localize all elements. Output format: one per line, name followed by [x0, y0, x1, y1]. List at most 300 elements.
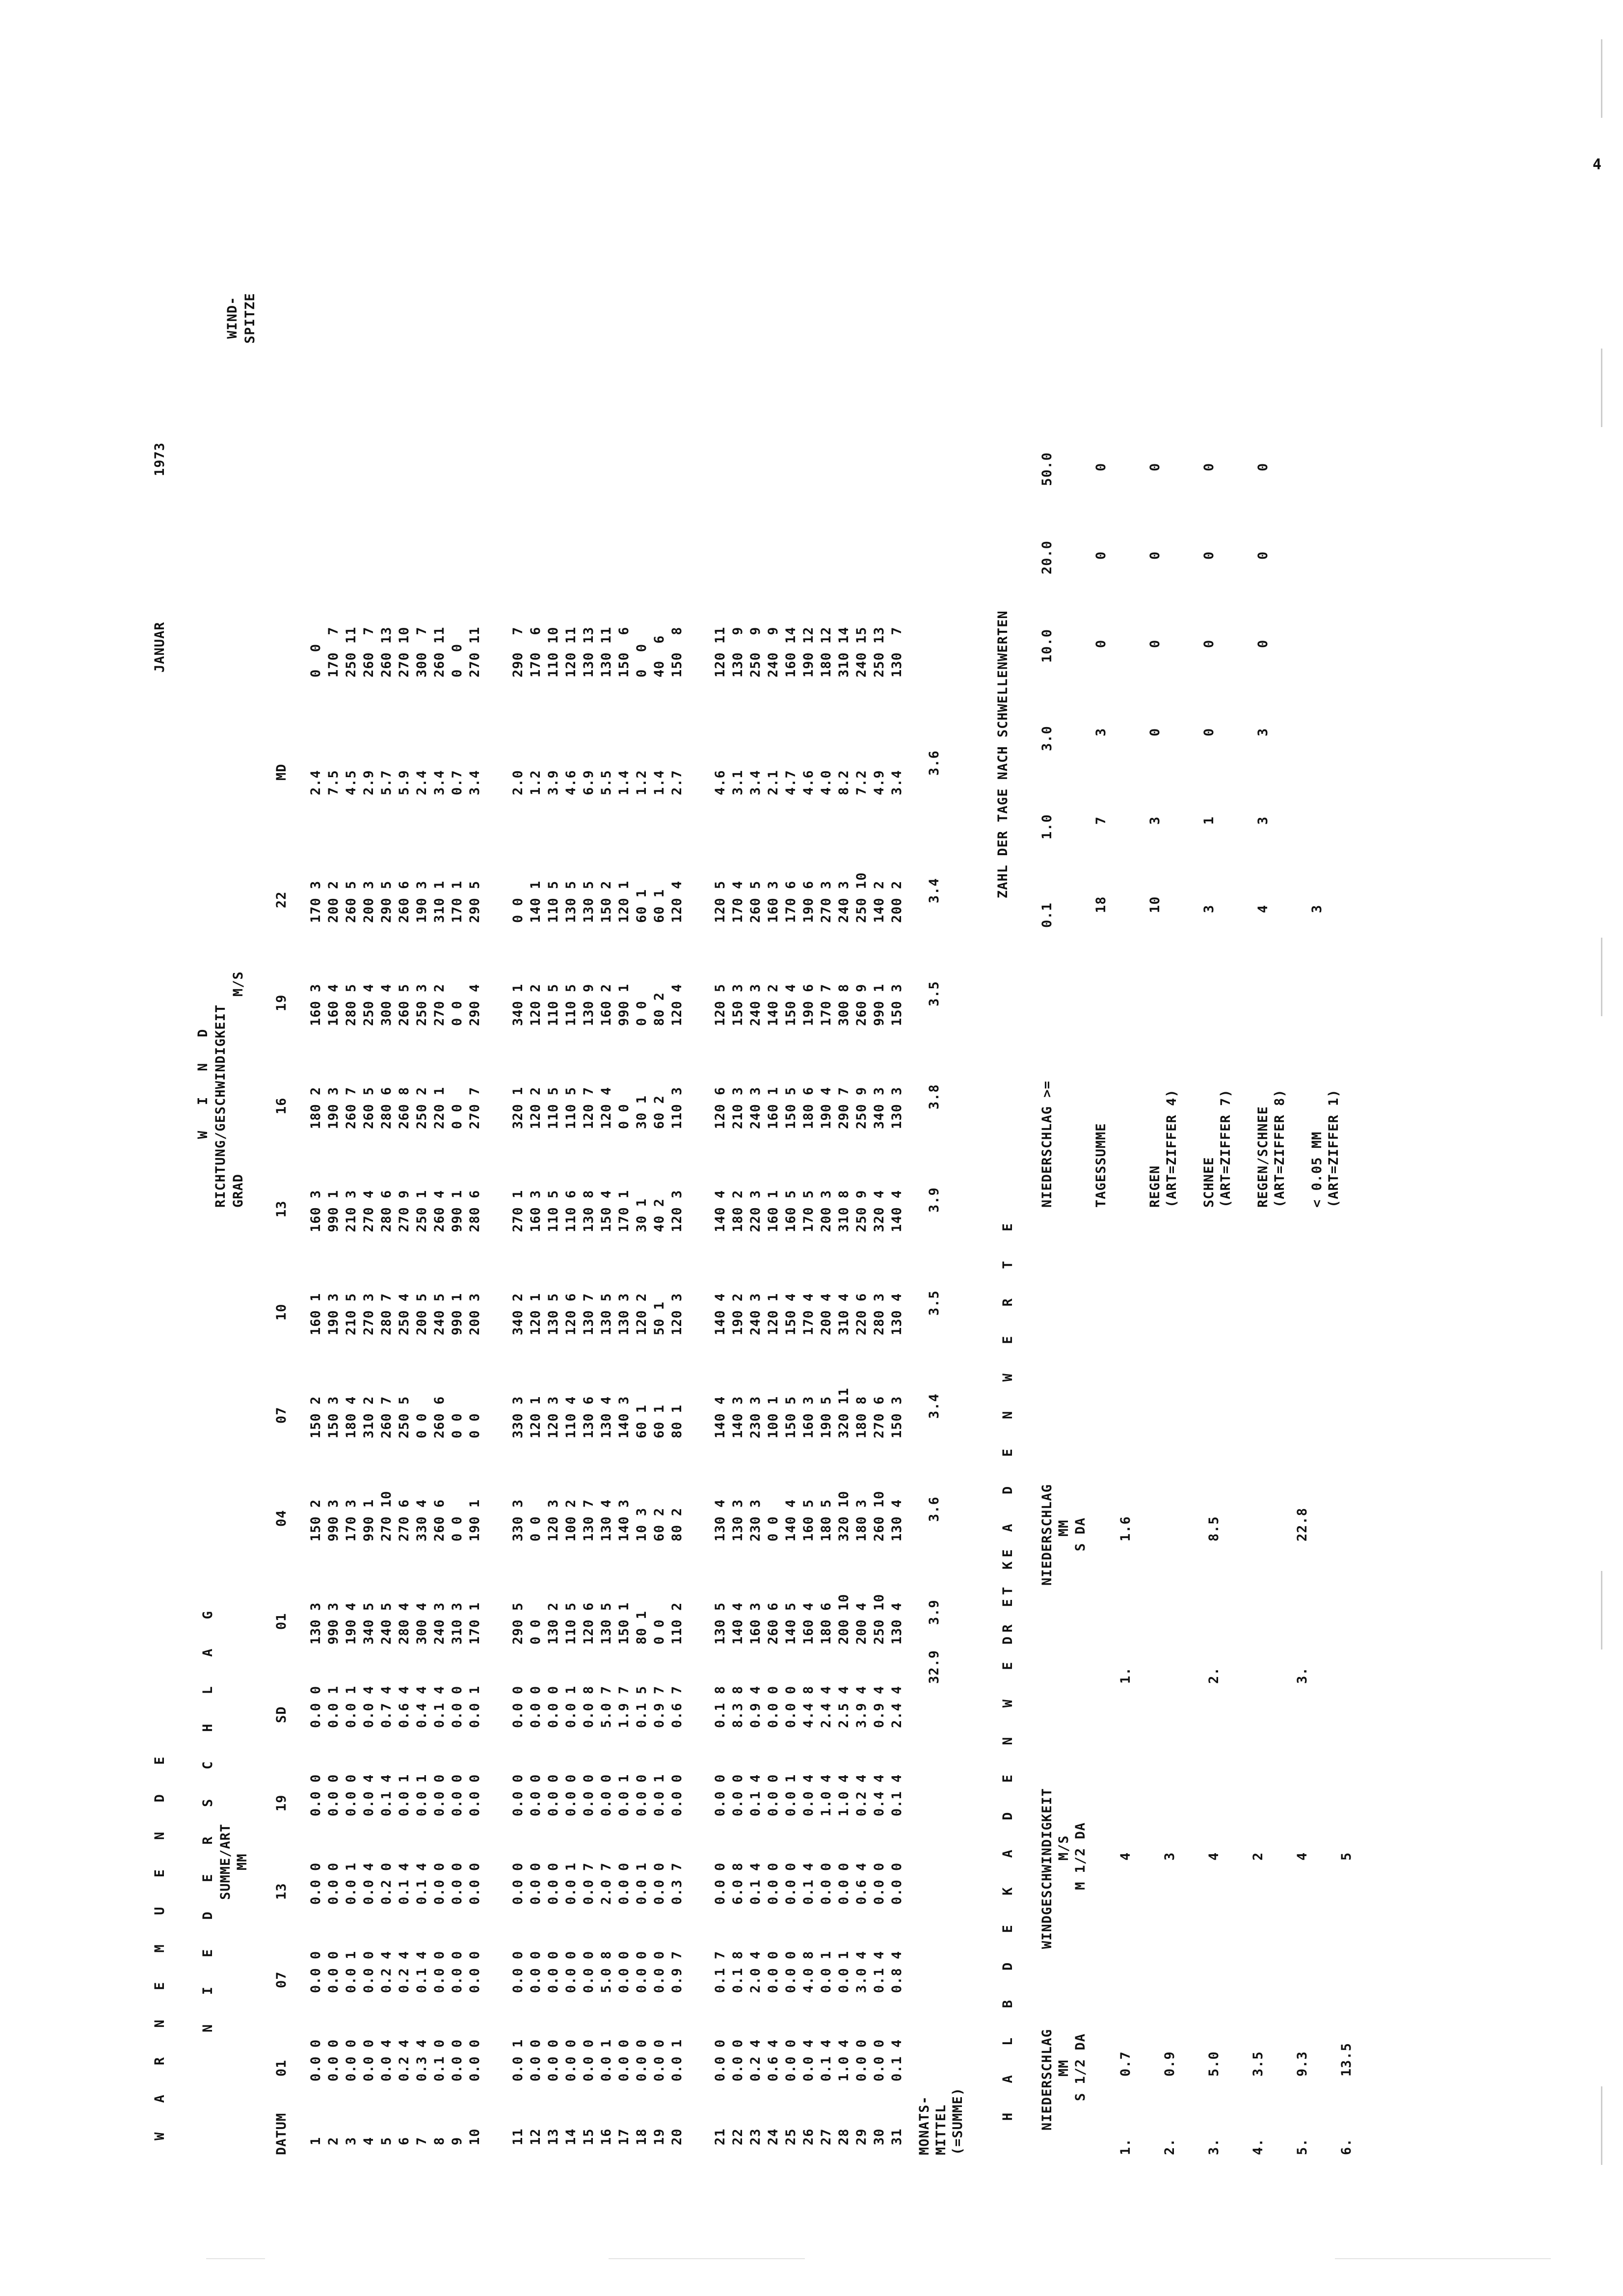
- wind-cell: 260 6: [432, 1499, 447, 1541]
- wind-cell: 330 3: [510, 1499, 526, 1541]
- wind-cell: 990 3: [326, 1499, 341, 1541]
- niederschlag-cell: 3.0 4: [854, 1950, 869, 1993]
- niederschlag-cell: 0.0 1: [326, 1685, 341, 1728]
- wind-cell: 190 4: [344, 1602, 359, 1645]
- schwellen-count: 0: [1201, 462, 1217, 471]
- schwellen-count: 0: [1147, 462, 1163, 471]
- wind-cell: 120 3: [546, 1499, 561, 1541]
- wind-cell: 7.2: [854, 770, 869, 795]
- niederschlag-cell: 0.0 0: [783, 2039, 798, 2081]
- halbdekade-wind: 3: [1162, 1852, 1177, 1861]
- halbdekaden-h3: S 1/2 DA: [1073, 2033, 1088, 2101]
- niederschlag-cell: 0.1 8: [713, 1685, 728, 1728]
- wind-cell: 120 1: [616, 880, 632, 923]
- niederschlag-cell: 0.2 4: [379, 1950, 394, 1993]
- niederschlag-cell: 0.1 4: [819, 2039, 834, 2081]
- schwellen-row-label: SCHNEE: [1201, 1157, 1217, 1208]
- wind-cell: 180 6: [819, 1602, 834, 1645]
- monatsmittel-wind-cell: 3.6: [927, 750, 942, 776]
- wind-cell: 250 2: [414, 1086, 429, 1129]
- dekaden-h1: NIEDERSCHLAG: [1039, 1484, 1055, 1586]
- wind-cell: 320 10: [836, 1490, 851, 1541]
- datum-cell: 2: [326, 2136, 341, 2145]
- schwellen-count: 4: [1255, 904, 1271, 913]
- datum-cell: 8: [432, 2136, 447, 2145]
- schwellen-count: 3: [1255, 728, 1271, 736]
- niederschlag-cell: 0.6 4: [766, 2039, 781, 2081]
- niederschlag-cell: 0.0 1: [344, 1950, 359, 1993]
- niederschlag-cell: 0.0 1: [836, 1950, 851, 1993]
- wind-cell: 160 5: [801, 1499, 816, 1541]
- wind-cell: 130 3: [308, 1602, 323, 1645]
- datum-cell: 23: [748, 2128, 763, 2145]
- niederschlag-cell: 0.0 0: [510, 1685, 526, 1728]
- wind-cell: 990 1: [361, 1499, 376, 1541]
- datum-cell: 19: [652, 2128, 667, 2145]
- wind-cell: 310 1: [432, 880, 447, 923]
- niederschlag-cell: 0.6 7: [669, 1685, 685, 1728]
- wind-cell: 120 4: [669, 880, 685, 923]
- niederschlag-cell: 0.0 1: [616, 1774, 632, 1816]
- schwellen-count: 0: [1201, 639, 1217, 648]
- wind-cell: 260 4: [432, 1189, 447, 1232]
- datum-cell: 3: [344, 2136, 359, 2145]
- niederschlag-cell: 0.0 0: [783, 1950, 798, 1993]
- datum-cell: 16: [599, 2128, 614, 2145]
- wind-cell: 320 1: [510, 1086, 526, 1129]
- wind-cell: 200 4: [854, 1602, 869, 1645]
- windspitze-cell: 240 15: [854, 626, 869, 677]
- niederschlag-cell: 0.2 4: [748, 2039, 763, 2081]
- niederschlag-col-header: 19: [274, 1794, 289, 1811]
- wind-cell: 5.7: [379, 770, 394, 795]
- wind-cell: 30 1: [634, 1095, 649, 1129]
- niederschlag-cell: 0.0 0: [450, 1685, 465, 1728]
- niederschlag-title: N I E D E R S C H L A G: [200, 1600, 215, 2032]
- niederschlag-col-header: SD: [274, 1706, 289, 1723]
- schwellen-count: 0: [1201, 551, 1217, 560]
- wind-cell: 160 3: [308, 1189, 323, 1232]
- niederschlag-cell: 0.0 0: [581, 1774, 596, 1816]
- wind-cell: 250 4: [361, 983, 376, 1026]
- wind-cell: 300 4: [414, 1602, 429, 1645]
- wind-cell: 220 1: [432, 1086, 447, 1129]
- datum-cell: 18: [634, 2128, 649, 2145]
- wind-col-header: 22: [274, 891, 289, 908]
- wind-cell: 130 5: [713, 1602, 728, 1645]
- wind-cell: 120 6: [581, 1602, 596, 1645]
- niederschlag-cell: 0.0 0: [854, 2039, 869, 2081]
- wind-cell: 150 5: [783, 1086, 798, 1129]
- wind-cell: 140 1: [528, 880, 543, 923]
- month: JANUAR: [152, 621, 167, 673]
- niederschlag-cell: 0.0 0: [528, 2039, 543, 2081]
- wind-cell: 260 5: [397, 983, 412, 1026]
- niederschlag-col-header: 07: [274, 1971, 289, 1988]
- monatsmittel-label-1: MONATS-: [917, 2096, 932, 2155]
- niederschlag-cell: 0.1 5: [634, 1685, 649, 1728]
- wind-cell: 270 10: [379, 1490, 394, 1541]
- wind-cell: 270 6: [872, 1396, 887, 1438]
- scan-bottom-mark: [609, 2258, 805, 2259]
- wind-cell: 10 3: [634, 1507, 649, 1541]
- niederschlag-cell: 0.0 0: [836, 1862, 851, 1905]
- niederschlag-cell: 0.9 4: [748, 1685, 763, 1728]
- niederschlag-cell: 0.0 0: [634, 2039, 649, 2081]
- wind-cell: 140 3: [730, 1396, 745, 1438]
- wind-cell: 180 2: [730, 1189, 745, 1232]
- windspitze-cell: 270 10: [397, 626, 412, 677]
- wind-cell: 190 6: [801, 880, 816, 923]
- wind-cell: 110 5: [563, 983, 579, 1026]
- wind-cell: 280 5: [344, 983, 359, 1026]
- wind-cell: 0 0: [414, 1413, 429, 1438]
- wind-cell: 260 6: [432, 1396, 447, 1438]
- wind-cell: 5.9: [397, 770, 412, 795]
- wind-cell: 240 3: [748, 983, 763, 1026]
- wind-cell: 190 4: [819, 1086, 834, 1129]
- niederschlag-cell: 0.1 4: [748, 1774, 763, 1816]
- datum-cell: 10: [467, 2128, 482, 2145]
- datum-cell: 26: [801, 2128, 816, 2145]
- monatsmittel-wind-cell: 3.4: [927, 1393, 942, 1419]
- halbdekade-niederschlag: 9.3: [1295, 2051, 1310, 2077]
- wind-cell: 280 7: [379, 1293, 394, 1335]
- windspitze-cell: 110 10: [546, 626, 561, 677]
- scan-edge-mark: [1601, 39, 1602, 118]
- dekaden-h3: S DA: [1073, 1517, 1088, 1551]
- wind-cell: 110 5: [546, 1189, 561, 1232]
- wind-col-header: 04: [274, 1510, 289, 1527]
- niederschlag-cell: 1.9 7: [616, 1685, 632, 1728]
- wind-cell: 130 7: [581, 1293, 596, 1335]
- datum-cell: 25: [783, 2128, 798, 2145]
- wind-cell: 260 7: [344, 1086, 359, 1129]
- wind-cell: 5.5: [599, 770, 614, 795]
- windspitze-cell: 0 0: [308, 643, 323, 677]
- wind-cell: 50 1: [652, 1301, 667, 1335]
- wind-cell: 130 4: [599, 1396, 614, 1438]
- wind-cell: 1.2: [528, 770, 543, 795]
- windspitze-cell: 0 0: [450, 643, 465, 677]
- niederschlag-cell: 0.1 4: [379, 1774, 394, 1816]
- wind-cell: 130 5: [581, 880, 596, 923]
- wind-cell: 160 4: [326, 983, 341, 1026]
- datum-cell: 24: [766, 2128, 781, 2145]
- wind-cell: 160 3: [748, 1602, 763, 1645]
- wind-cell: 80 1: [669, 1404, 685, 1438]
- wind-sub-ms: M/S: [231, 971, 246, 997]
- niederschlag-cell: 0.0 4: [379, 2039, 394, 2081]
- wind-cell: 310 4: [836, 1293, 851, 1335]
- wind-cell: 60 1: [634, 1404, 649, 1438]
- schwellen-row-sublabel: (ART=ZIFFER 1): [1326, 1089, 1341, 1208]
- wind-cell: 260 10: [872, 1490, 887, 1541]
- halbdekade-niederschlag: 3.5: [1251, 2051, 1266, 2077]
- wind-cell: 320 4: [872, 1189, 887, 1232]
- niederschlag-cell: 0.3 4: [414, 2039, 429, 2081]
- schwellen-row-label: TAGESSUMME: [1093, 1123, 1109, 1208]
- wind-cell: 320 11: [836, 1387, 851, 1438]
- windspitze-cell: 260 7: [361, 626, 376, 677]
- niederschlag-cell: 0.0 0: [652, 2039, 667, 2081]
- datum-cell: 6: [397, 2136, 412, 2145]
- wind-cell: 330 4: [414, 1499, 429, 1541]
- niederschlag-cell: 0.9 7: [652, 1685, 667, 1728]
- wind-cell: 1.4: [652, 770, 667, 795]
- wind-cell: 160 3: [801, 1396, 816, 1438]
- niederschlag-cell: 0.1 4: [432, 1685, 447, 1728]
- wind-cell: 6.9: [581, 770, 596, 795]
- halbdekaden-title: H A L B D E K A D E N W E R T E: [1000, 1539, 1015, 2121]
- dekade-niederschlag: 22.8: [1295, 1507, 1310, 1541]
- wind-cell: 990 1: [326, 1189, 341, 1232]
- niederschlag-cell: 0.0 0: [308, 1862, 323, 1905]
- niederschlag-cell: 0.0 0: [766, 1862, 781, 1905]
- datum-cell: 1: [308, 2136, 323, 2145]
- wind-cell: 130 7: [581, 1499, 596, 1541]
- wind-cell: 170 6: [783, 880, 798, 923]
- halbdekade-number: 3.: [1206, 2138, 1222, 2155]
- halbdekade-number: 4.: [1251, 2138, 1266, 2155]
- wind-title: W I N D: [195, 1028, 211, 1139]
- wind-cell: 110 5: [563, 1602, 579, 1645]
- wind-cell: 130 3: [616, 1293, 632, 1335]
- niederschlag-cell: 0.0 7: [581, 1862, 596, 1905]
- wind-cell: 160 4: [801, 1602, 816, 1645]
- wind-cell: 200 5: [414, 1293, 429, 1335]
- schwellen-count: 0: [1255, 462, 1271, 471]
- niederschlag-cell: 0.0 8: [581, 1685, 596, 1728]
- wind-cell: 200 3: [361, 880, 376, 923]
- wind-cell: 120 1: [766, 1293, 781, 1335]
- niederschlag-cell: 0.0 0: [599, 1774, 614, 1816]
- niederschlag-cell: 0.0 0: [546, 1774, 561, 1816]
- niederschlag-cell: 2.4 4: [819, 1685, 834, 1728]
- windspitze-cell: 190 12: [801, 626, 816, 677]
- wind-cell: 4.0: [819, 770, 834, 795]
- wind-cell: 200 10: [836, 1594, 851, 1645]
- wind-cell: 130 5: [546, 1293, 561, 1335]
- niederschlag-cell: 0.0 0: [361, 1950, 376, 1993]
- wind-cell: 30 1: [634, 1198, 649, 1232]
- niederschlag-cell: 0.0 1: [344, 1862, 359, 1905]
- niederschlag-cell: 0.0 0: [766, 1685, 781, 1728]
- niederschlag-cell: 0.0 0: [546, 1685, 561, 1728]
- wind-cell: 140 4: [889, 1189, 905, 1232]
- wind-cell: 280 3: [872, 1293, 887, 1335]
- wind-cell: 80 1: [634, 1610, 649, 1645]
- monatsmittel-wind-cell: 3.6: [927, 1496, 942, 1522]
- windspitze-cell: 240 9: [766, 626, 781, 677]
- wind-cell: 260 5: [361, 1086, 376, 1129]
- wind-cell: 220 6: [854, 1293, 869, 1335]
- wind-cell: 3.1: [730, 770, 745, 795]
- wind-cell: 270 3: [361, 1293, 376, 1335]
- wind-cell: 200 3: [819, 1189, 834, 1232]
- niederschlag-cell: 0.0 0: [652, 1862, 667, 1905]
- wind-cell: 140 4: [713, 1293, 728, 1335]
- niederschlag-cell: 0.0 0: [872, 1862, 887, 1905]
- niederschlag-cell: 0.2 4: [854, 1774, 869, 1816]
- schwellen-row-sublabel: (ART=ZIFFER 8): [1272, 1089, 1287, 1208]
- niederschlag-cell: 0.0 1: [669, 2039, 685, 2081]
- niederschlag-cell: 4.0 8: [801, 1950, 816, 1993]
- niederschlag-cell: 0.0 0: [450, 1862, 465, 1905]
- datum-cell: 14: [563, 2128, 579, 2145]
- wind-cell: 0.7: [450, 770, 465, 795]
- windspitze-cell: 0 0: [634, 643, 649, 677]
- wind-cell: 250 9: [854, 1189, 869, 1232]
- scan-edge-mark: [1601, 2086, 1602, 2165]
- halbdekade-number: 1.: [1118, 2138, 1133, 2155]
- wind-col-header: 01: [274, 1613, 289, 1630]
- wind-cell: 0 0: [450, 1000, 465, 1026]
- niederschlag-cell: 0.0 0: [528, 1950, 543, 1993]
- windspitze-cell: 260 13: [379, 626, 394, 677]
- schwellen-title: ZAHL DER TAGE NACH SCHWELLENWERTEN: [995, 610, 1011, 898]
- niederschlag-cell: 0.0 0: [713, 2039, 728, 2081]
- wind-cell: 150 2: [308, 1396, 323, 1438]
- schwellen-row-label: REGEN/SCHNEE: [1255, 1106, 1271, 1208]
- wind-cell: 0 0: [766, 1516, 781, 1541]
- wind-cell: 80 2: [652, 992, 667, 1026]
- wind-cell: 150 5: [783, 1396, 798, 1438]
- wind-cell: 160 1: [766, 1086, 781, 1129]
- wind-cell: 2.7: [669, 770, 685, 795]
- niederschlag-cell: 3.9 4: [854, 1685, 869, 1728]
- wind-cell: 130 4: [889, 1602, 905, 1645]
- wind-cell: 100 2: [563, 1499, 579, 1541]
- halbdekade-wind: 4: [1295, 1852, 1310, 1861]
- niederschlag-cell: 0.0 0: [361, 2039, 376, 2081]
- niederschlag-cell: 0.6 4: [854, 1862, 869, 1905]
- niederschlag-cell: 0.7 4: [379, 1685, 394, 1728]
- scan-edge-mark: [1601, 1571, 1602, 1649]
- wind-cell: 2.4: [414, 770, 429, 795]
- wind-cell: 270 7: [467, 1086, 482, 1129]
- schwellen-count: 0: [1147, 728, 1163, 736]
- scan-bottom-mark: [206, 2258, 265, 2259]
- wind-cell: 170 5: [801, 1189, 816, 1232]
- threshold-header: 3.0: [1039, 726, 1055, 751]
- wind-cell: 2.0: [510, 770, 526, 795]
- halbdekade-number: 5.: [1295, 2138, 1310, 2155]
- niederschlag-cell: 0.0 1: [510, 2039, 526, 2081]
- dekade-number: 1.: [1118, 1667, 1133, 1684]
- datum-cell: 13: [546, 2128, 561, 2145]
- wind-cell: 130 3: [889, 1086, 905, 1129]
- schwellen-row-sublabel: (ART=ZIFFER 4): [1164, 1089, 1179, 1208]
- wind-cell: 260 7: [379, 1396, 394, 1438]
- wind-cell: 150 1: [616, 1602, 632, 1645]
- wind-cell: 4.6: [713, 770, 728, 795]
- halbdekaden-h2: MM: [1056, 2059, 1071, 2077]
- wind-cell: 150 4: [783, 1293, 798, 1335]
- halbdekade-wind: 5: [1339, 1852, 1354, 1861]
- wind-cell: 230 3: [748, 1499, 763, 1541]
- wind-cell: 140 4: [713, 1396, 728, 1438]
- niederschlag-cell: 0.0 0: [510, 1774, 526, 1816]
- windspitze-cell: 170 7: [326, 626, 341, 677]
- wind-cell: 140 5: [783, 1602, 798, 1645]
- schwellen-count: 7: [1093, 816, 1109, 825]
- wind-cell: 130 5: [563, 880, 579, 923]
- niederschlag-cell: 0.0 0: [546, 1950, 561, 1993]
- dekade-niederschlag: 1.6: [1118, 1516, 1133, 1541]
- wind-cell: 270 6: [397, 1499, 412, 1541]
- niederschlag-cell: 0.0 0: [634, 1774, 649, 1816]
- schwellen-count: 0: [1093, 551, 1109, 560]
- windspitze-cell: 130 13: [581, 626, 596, 677]
- windspitze-cell: 250 9: [748, 626, 763, 677]
- wind-cell: 250 9: [854, 1086, 869, 1129]
- niederschlag-cell: 4.4 8: [801, 1685, 816, 1728]
- niederschlag-cell: 0.1 4: [414, 1950, 429, 1993]
- niederschlag-cell: 1.0 4: [836, 1774, 851, 1816]
- monatsmittel-wind-cell: 3.9: [927, 1187, 942, 1213]
- wind-cell: 4.6: [563, 770, 579, 795]
- wind-cell: 160 1: [308, 1293, 323, 1335]
- wind-cell: 210 3: [730, 1086, 745, 1129]
- station-name: W A R N E M U E N D E: [152, 1746, 167, 2140]
- datum-cell: 17: [616, 2128, 632, 2145]
- wind-cell: 150 3: [326, 1396, 341, 1438]
- wind-cell: 180 5: [819, 1499, 834, 1541]
- halbdekade-niederschlag: 13.5: [1339, 2042, 1354, 2077]
- wind-col-header: 10: [274, 1303, 289, 1321]
- scan-bottom-mark: [1335, 2258, 1551, 2259]
- halbdekade-number: 2.: [1162, 2138, 1177, 2155]
- wind-cell: 60 1: [634, 889, 649, 923]
- schwellen-count: 3: [1309, 904, 1325, 913]
- wind-cell: 150 2: [308, 1499, 323, 1541]
- windspitze-cell: 150 6: [616, 626, 632, 677]
- datum-cell: 28: [836, 2128, 851, 2145]
- wind-cell: 200 2: [889, 880, 905, 923]
- monatsmittel-wind-cell: 3.5: [927, 1290, 942, 1316]
- threshold-header: 0.1: [1039, 902, 1055, 928]
- wind-cell: 240 3: [748, 1086, 763, 1129]
- niederschlag-cell: 0.0 0: [528, 1862, 543, 1905]
- wind-cell: 3.9: [546, 770, 561, 795]
- dekade-number: 3.: [1295, 1667, 1310, 1684]
- threshold-header: 10.0: [1039, 628, 1055, 663]
- niederschlag-cell: 0.1 4: [414, 1862, 429, 1905]
- niederschlag-cell: 0.0 0: [889, 1862, 905, 1905]
- wind-cell: 190 3: [326, 1086, 341, 1129]
- wind-cell: 130 9: [581, 983, 596, 1026]
- niederschlag-cell: 0.0 0: [730, 1774, 745, 1816]
- wind-cell: 120 5: [713, 983, 728, 1026]
- wind-sub-grad: GRAD: [231, 1173, 246, 1208]
- scan-edge-mark: [1601, 938, 1602, 1016]
- windspitze-cell: 170 6: [528, 626, 543, 677]
- halbdekaden-h1: NIEDERSCHLAG: [1039, 2028, 1055, 2131]
- wind-cell: 3.4: [748, 770, 763, 795]
- wind-cell: 130 4: [889, 1499, 905, 1541]
- schwellen-row-label: REGEN: [1147, 1165, 1163, 1208]
- schwellen-count: 0: [1147, 639, 1163, 648]
- niederschlag-cell: 8.3 8: [730, 1685, 745, 1728]
- wind-cell: 1.4: [616, 770, 632, 795]
- wind-cell: 130 5: [599, 1602, 614, 1645]
- wind-cell: 260 6: [766, 1602, 781, 1645]
- halbdekade-niederschlag: 5.0: [1206, 2051, 1222, 2077]
- wind-cell: 170 4: [801, 1293, 816, 1335]
- windspitze-cell: 160 14: [783, 626, 798, 677]
- datum-cell: 5: [379, 2136, 394, 2145]
